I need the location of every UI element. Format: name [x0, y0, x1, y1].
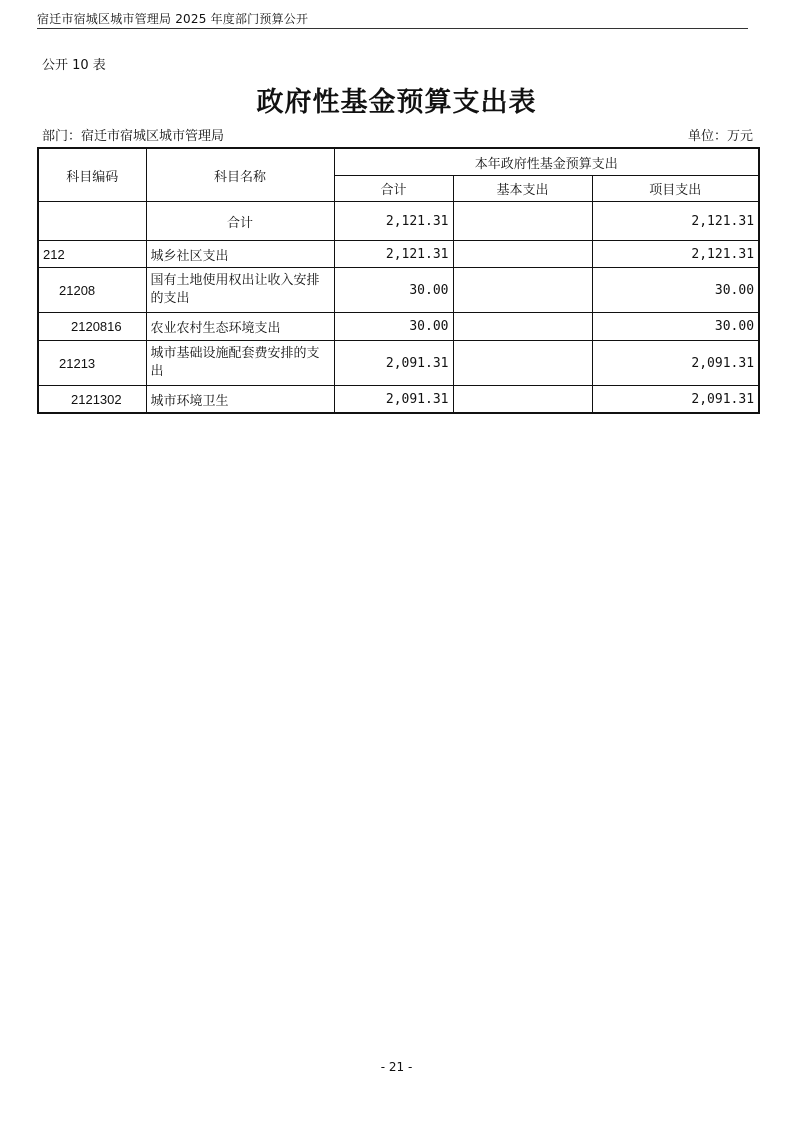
header-code: 科目编码	[38, 148, 146, 202]
header-name: 科目名称	[146, 148, 334, 202]
row-total: 2,121.31	[334, 241, 453, 268]
row-name: 国有土地使用权出让收入安排的支出	[146, 268, 334, 313]
row-code: 2121302	[38, 386, 146, 414]
row-code	[38, 202, 146, 241]
row-code: 21213	[38, 341, 146, 386]
header-total: 合计	[334, 176, 453, 202]
table-row	[38, 202, 759, 241]
row-name: 城市基础设施配套费安排的支出	[146, 341, 334, 386]
table-header-row	[38, 148, 759, 176]
row-name: 农业农村生态环境支出	[146, 313, 334, 341]
budget-table	[37, 147, 760, 414]
row-basic	[453, 341, 592, 386]
row-project: 2,121.31	[592, 202, 759, 241]
row-total: 2,091.31	[334, 386, 453, 414]
row-name: 城市环境卫生	[146, 386, 334, 414]
table-row	[38, 241, 759, 268]
page-title: 政府性基金预算支出表	[256, 87, 537, 118]
row-code: 2120816	[38, 313, 146, 341]
table-row	[38, 341, 759, 386]
row-basic	[453, 386, 592, 414]
row-total: 30.00	[334, 313, 453, 341]
row-project: 30.00	[592, 268, 759, 313]
row-code: 21208	[38, 268, 146, 313]
header-group: 本年政府性基金预算支出	[334, 148, 759, 176]
row-project: 2,091.31	[592, 386, 759, 414]
row-total: 30.00	[334, 268, 453, 313]
header-project: 项目支出	[592, 176, 759, 202]
row-name: 合计	[146, 202, 334, 241]
table-row	[38, 313, 759, 341]
header-rule	[37, 28, 748, 29]
department-label: 部门：宿迁市宿城区城市管理局	[42, 129, 225, 144]
row-basic	[453, 241, 592, 268]
unit-label: 单位：万元	[687, 129, 753, 144]
row-total: 2,091.31	[334, 341, 453, 386]
row-basic	[453, 268, 592, 313]
row-project: 30.00	[592, 313, 759, 341]
page-number: - 21 -	[380, 1060, 413, 1074]
table-row	[38, 268, 759, 313]
table-number: 公开 10 表	[42, 58, 106, 73]
row-code: 212	[38, 241, 146, 268]
table-row	[38, 386, 759, 414]
row-basic	[453, 313, 592, 341]
row-project: 2,091.31	[592, 341, 759, 386]
row-project: 2,121.31	[592, 241, 759, 268]
row-basic	[453, 202, 592, 241]
header-basic: 基本支出	[453, 176, 592, 202]
row-name: 城乡社区支出	[146, 241, 334, 268]
running-header: 宿迁市宿城区城市管理局 2025 年度部门预算公开	[37, 12, 309, 26]
row-total: 2,121.31	[334, 202, 453, 241]
